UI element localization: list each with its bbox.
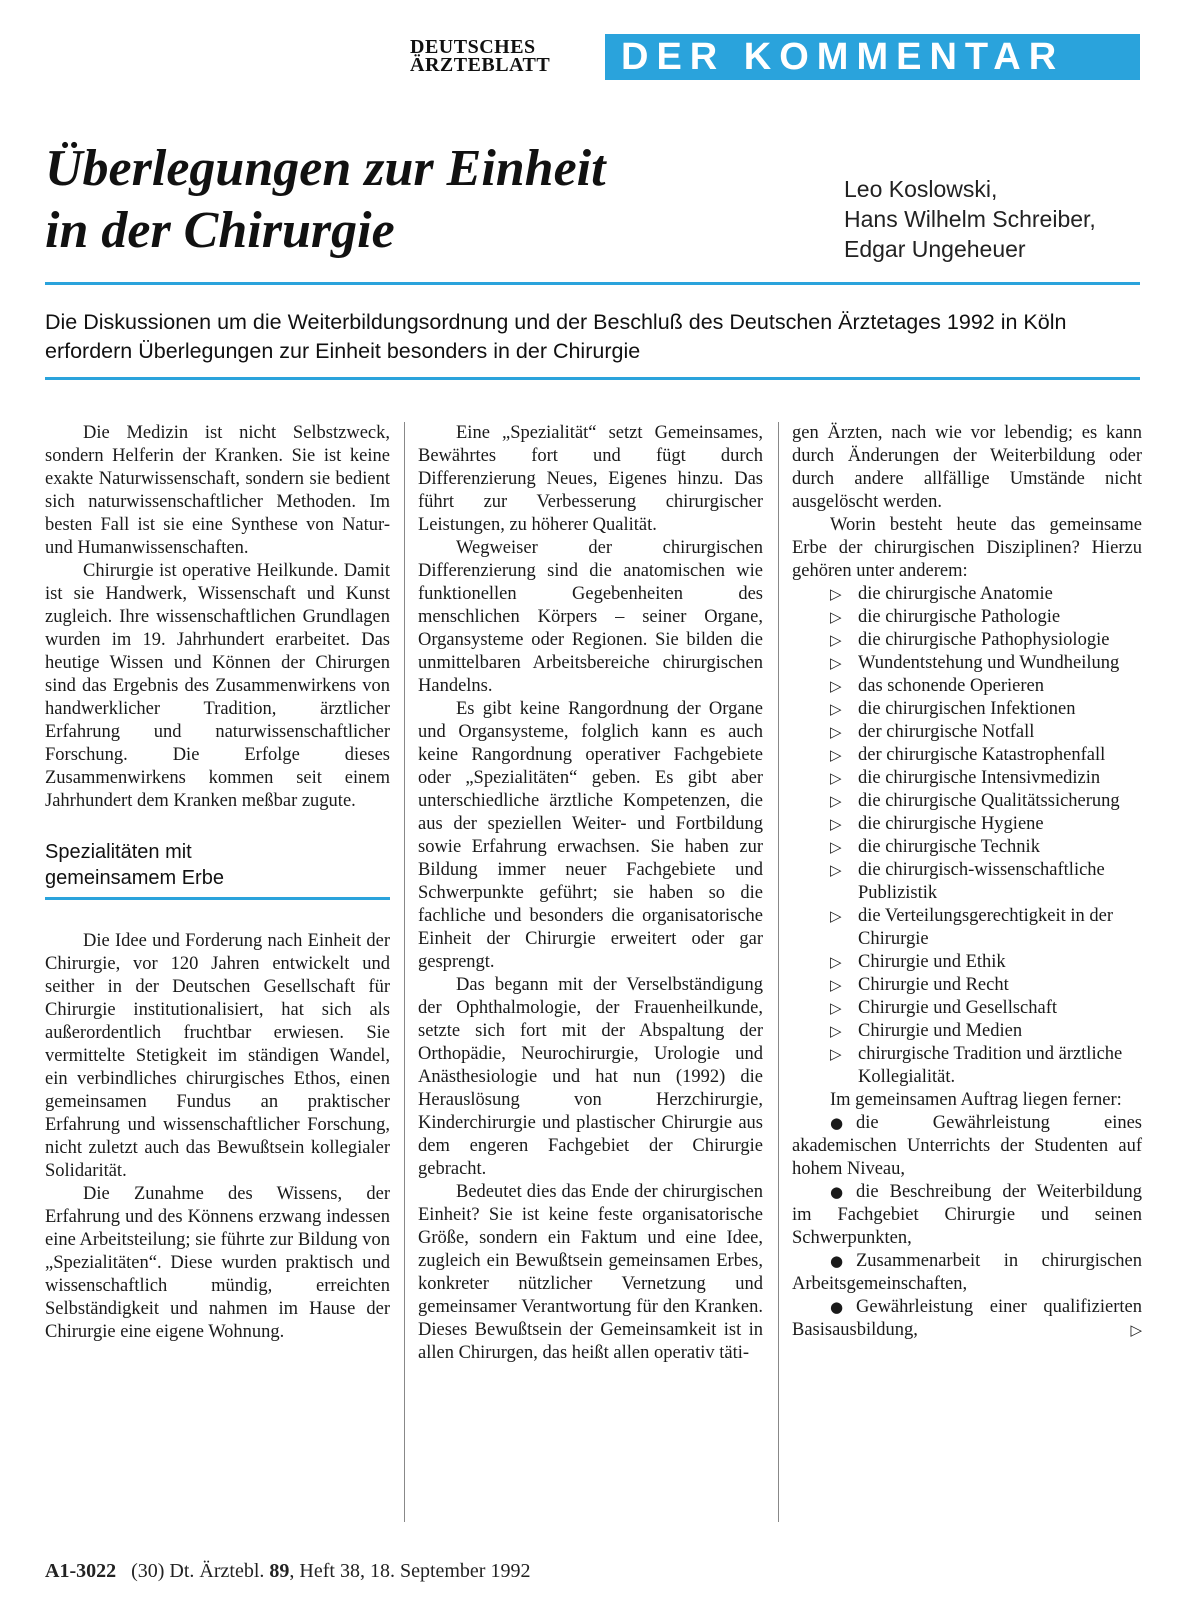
citation: (30) Dt. Ärztebl. [131, 1560, 265, 1582]
volume: 89 [269, 1560, 290, 1582]
bullet-item: ● die Gewährleistung eines akademischen Unterrichts der Studenten auf hohem Niveau, [792, 1113, 1142, 1179]
masthead [410, 34, 1140, 80]
list-item: ▷ Chirurgie und Ethik [830, 952, 1006, 972]
page-number: A1-3022 [45, 1560, 117, 1582]
page-footer [45, 1560, 530, 1583]
paragraph: Eine „Spezialität“ setzt Gemeinsames, Bewährtes fort und fügt durch Differenzierung Neues, Eigenes hinzu. Das führt zur Verbesserung chirurgischer Leistungen, zu höherer Qualität. [418, 423, 763, 535]
bullet-item: ● Gewährleistung einer qualifizierten Basisausbildung, ▷ [792, 1297, 1142, 1340]
citation-issue: , Heft 38, 18. September 1992 [289, 1560, 531, 1582]
triangle-right-icon: ▷ [830, 1045, 842, 1063]
divider [45, 282, 1140, 285]
bullet-dot-icon: ● [830, 1252, 844, 1270]
list-item: ▷ der chirurgische Notfall [830, 722, 1035, 742]
triangle-right-icon: ▷ [830, 976, 842, 994]
journal-logo: DEUTSCHES ÄRZTEBLATT [410, 36, 551, 76]
bullet-item: ● die Beschreibung der Weiterbildung im Fachgebiet Chirurgie und seinen Schwerpunkten, [792, 1182, 1142, 1248]
column-1 [45, 422, 390, 1344]
paragraph: Die Idee und Forderung nach Einheit der Chirurgie, vor 120 Jahren entwickelt und seither in der Deutschen Gesellschaft für Chirurgie institutionalisiert, hat sich als außerordentlich fruchtbar erwiesen. Sie vermittelte Stetigkeit im ständigen Wandel, ein verbindliches chirurgisches Ethos, einen gemeinsamen Fundus an praktischer Erfahrung und wissenschaftlicher Forschung, nicht zuletzt auch das Bewußtsein kollegialer Solidarität. [45, 931, 390, 1181]
list-item: ▷ die chirurgische Qualitätssicherung [830, 791, 1120, 811]
paragraph: Es gibt keine Rangordnung der Organe und Organsysteme, folglich kann es auch keine Rangordnung operativer Fachgebiete oder „Spezialitäten“ geben. Es gibt aber unterschiedliche ärztliche Kompetenzen, die aus der speziellen Weiter- und Fortbildung sowie Erfahrung erwachsen. Sie haben zur Bildung immer neuer Fachgebiete und Schwerpunkte geführt; sie haben so die fachliche und besonders die organisatorische Einheit der Chirurgie erweitert oder gar gesprengt. [418, 699, 763, 972]
triangle-right-icon: ▷ [830, 700, 842, 718]
author: Edgar Ungeheuer [844, 236, 1026, 262]
article-title: Überlegungen zur Einheit in der Chirurgie [45, 140, 606, 259]
paragraph: Im gemeinsamen Auftrag liegen ferner: [830, 1090, 1122, 1110]
column-divider [778, 422, 779, 1522]
paragraph: Bedeutet dies das Ende der chirurgischen Einheit? Sie ist keine feste organisatorische Größe, sondern ein Faktum und eine Idee, zugleich ein Bewußtsein gemeinsamen Erbes, konkreter nützlicher Vernetzung und gemeinsamer Verantwortung für den Kranken. Dieses Bewußtsein der Gemeinsamkeit ist in allen Chirurgen, das heißt allen operativ täti- [418, 1182, 763, 1363]
list-item: ▷ die chirurgischen Infektionen [830, 699, 1076, 719]
triangle-right-icon: ▷ [830, 608, 842, 626]
list-item: ▷ Chirurgie und Recht [830, 975, 1009, 995]
triangle-right-icon: ▷ [830, 953, 842, 971]
triangle-right-icon: ▷ [830, 746, 842, 764]
section-banner: DER KOMMENTAR [605, 34, 1140, 80]
divider [45, 377, 1140, 380]
triangle-right-icon: ▷ [830, 861, 842, 879]
paragraph: Die Zunahme des Wissens, der Erfahrung und des Könnens erzwang indessen eine Arbeitsteilung; sie führte zur Bildung von „Spezialitäten“. Diese wurden praktisch und wissenschaftlich mündig, erreichten Selbständigkeit und nahmen im Hause der Chirurgie eine eigene Wohnung. [45, 1184, 390, 1342]
triangle-right-icon: ▷ [830, 723, 842, 741]
triangle-right-icon: ▷ [830, 769, 842, 787]
triangle-right-icon: ▷ [830, 1022, 842, 1040]
paragraph: Worin besteht heute das gemeinsame Erbe der chirurgischen Disziplinen? Hierzu gehören unter anderem: [792, 515, 1142, 581]
column-2 [418, 422, 763, 1365]
triangle-right-icon: ▷ [830, 815, 842, 833]
author: Hans Wilhelm Schreiber, [844, 206, 1096, 232]
authors [844, 174, 1144, 264]
paragraph: Die Medizin ist nicht Selbstzweck, sondern Helferin der Kranken. Sie ist keine exakte Naturwissenschaft, sondern sie bedient sich naturwissenschaftlicher Methoden. Im besten Fall ist sie eine Synthese von Natur- und Humanwissenschaften. [45, 423, 390, 558]
list-item: ▷ die chirurgisch-wissenschaftliche Publizistik [830, 860, 1105, 903]
triangle-right-icon: ▷ [830, 677, 842, 695]
list-item: ▷ die chirurgische Pathologie [830, 607, 1061, 627]
lead-paragraph: Die Diskussionen um die Weiterbildungsordnung und der Beschluß des Deutschen Ärztetages 1992 in Köln erfordern Überlegungen zur Einheit besonders in der Chirurgie [45, 310, 1067, 363]
list-item: ▷ das schonende Operieren [830, 676, 1044, 696]
column-divider [404, 422, 405, 1522]
task-list [792, 1112, 1142, 1342]
list-item: ▷ die chirurgische Pathophysiologie [830, 630, 1110, 650]
triangle-right-icon: ▷ [830, 585, 842, 603]
paragraph: Chirurgie ist operative Heilkunde. Damit ist sie Handwerk, Wissenschaft und Kunst zugleich. Ihre wissenschaftlichen Grundlagen wurden im 19. Jahrhundert erarbeitet. Das heutige Wissen und Können der Chirurgen sind das Ergebnis des Zusammenwirkens von handwerklicher Tradition, ärztlicher Erfahrung und naturwissenschaftlicher Forschung. Die Erfolge dieses Zusammenwirkens kommen seit einem Jahrhundert dem Kranken meßbar zugute. [45, 561, 390, 811]
author: Leo Koslowski, [844, 176, 998, 202]
triangle-right-icon: ▷ [830, 907, 842, 925]
subheading: Spezialitäten mit gemeinsamem Erbe [45, 839, 390, 900]
triangle-right-icon: ▷ [830, 999, 842, 1017]
bullet-dot-icon: ● [830, 1183, 844, 1201]
topic-list [792, 583, 1142, 1089]
bullet-dot-icon: ● [830, 1298, 844, 1316]
column-3 [792, 422, 1142, 1342]
paragraph: Das begann mit der Verselbständigung der Ophthalmologie, der Frauenheilkunde, setzte sich fort mit der Abspaltung der Orthopädie, Neurochirurgie, Urologie und Anästhesiologie und hat nun (1992) die Herauslösung von Herzchirurgie, Kinderchirurgie und plastischer Chirurgie aus dem engeren Fachgebiet der Chirurgie gebracht. [418, 975, 763, 1179]
triangle-right-icon: ▷ [830, 631, 842, 649]
continue-arrow-icon: ▷ [1130, 1321, 1142, 1339]
paragraph: gen Ärzten, nach wie vor lebendig; es kann durch Änderungen der Weiterbildung oder durch andere allfällige Umstände nicht ausgelöscht werden. [792, 423, 1142, 512]
triangle-right-icon: ▷ [830, 792, 842, 810]
bullet-dot-icon: ● [830, 1114, 844, 1132]
list-item: ▷ die chirurgische Intensivmedizin [830, 768, 1101, 788]
list-item: ▷ chirurgische Tradition und ärztliche Kollegialität. [830, 1044, 1123, 1087]
subheading-underline [45, 897, 390, 900]
list-item: ▷ Chirurgie und Gesellschaft [830, 998, 1058, 1018]
list-item: ▷ die chirurgische Hygiene [830, 814, 1044, 834]
list-item: ▷ die Verteilungsgerechtigkeit in der Chirurgie [830, 906, 1113, 949]
list-item: ▷ der chirurgische Katastrophenfall [830, 745, 1106, 765]
bullet-item: ● Zusammenarbeit in chirurgischen Arbeitsgemeinschaften, [792, 1251, 1142, 1294]
list-item: ▷ die chirurgische Anatomie [830, 584, 1053, 604]
triangle-right-icon: ▷ [830, 654, 842, 672]
paragraph: Wegweiser der chirurgischen Differenzierung sind die anatomischen wie funktionellen Gegebenheiten des menschlichen Körpers – seiner Organe, Organsysteme oder Regionen. Sie bilden die unmittelbaren Arbeitsbereiche chirurgischen Handelns. [418, 538, 763, 696]
list-item: ▷ Chirurgie und Medien [830, 1021, 1023, 1041]
list-item: ▷ die chirurgische Technik [830, 837, 1040, 857]
list-item: ▷ Wundentstehung und Wundheilung [830, 653, 1120, 673]
triangle-right-icon: ▷ [830, 838, 842, 856]
